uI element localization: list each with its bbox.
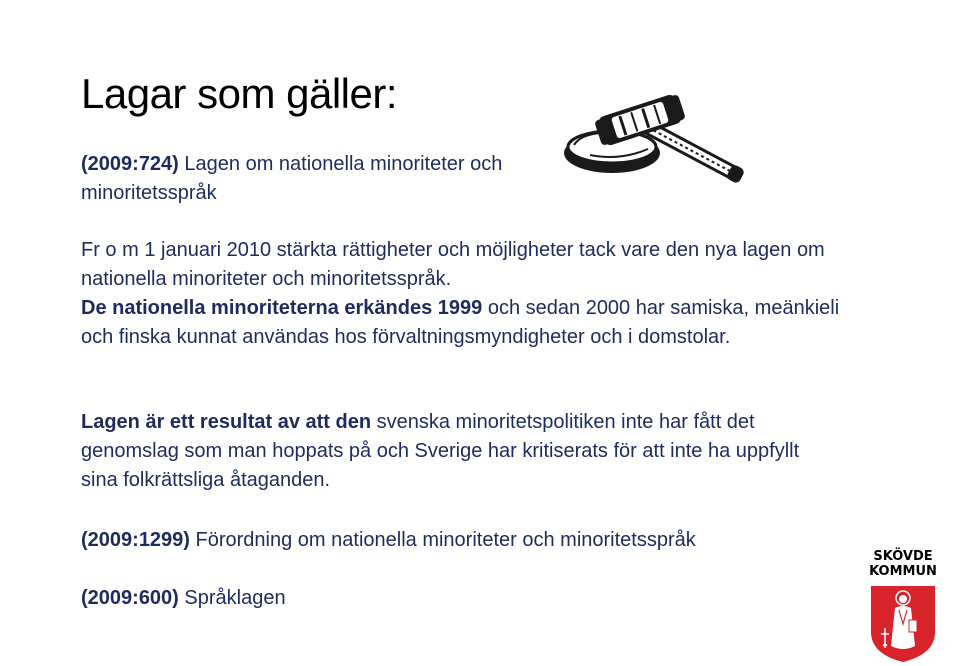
skovde-kommun-logo	[865, 546, 941, 664]
law-600-ref: (2009:600)	[81, 587, 179, 609]
paragraph-result	[81, 408, 841, 495]
rights-bold: De nationella minoriteterna erkändes 1999	[81, 297, 483, 319]
law-1299	[81, 526, 841, 555]
law-1299-text: Förordning om nationella minoriteter och minoritetsspråk	[189, 529, 696, 551]
result-rest: svenska minoritetspolitiken inte har fått det genomslag som man hoppats på och Sverige har kritiserats för att inte ha uppfyllt sina folkrättsliga åtaganden.	[81, 411, 800, 491]
logo-line-1: SKÖVDE	[873, 549, 933, 564]
gavel-icon	[560, 95, 755, 195]
law-600-text: Språklagen	[178, 587, 286, 609]
law-724	[81, 150, 561, 208]
logo-line-2: KOMMUN	[869, 564, 937, 579]
rights-rest: och sedan 2000 har samiska, meänkieli och finska kunnat användas hos förvaltningsmyndigheter och i domstolar.	[81, 297, 840, 348]
rights-intro: Fr o m 1 januari 2010 stärkta rättigheter och möjligheter tack vare den nya lagen om nationella minoriteter och minoritetsspråk.	[81, 239, 825, 290]
law-724-text: Lagen om nationella minoriteter och minoritetsspråk	[81, 153, 503, 204]
slide-title: Lagar som gäller:	[81, 70, 397, 117]
law-1299-ref: (2009:1299)	[81, 529, 190, 551]
skovde-shield-icon	[869, 584, 937, 664]
paragraph-rights	[81, 236, 841, 352]
law-724-ref: (2009:724)	[81, 153, 179, 175]
law-600	[81, 584, 841, 613]
result-bold: Lagen är ett resultat av att den	[81, 411, 372, 433]
